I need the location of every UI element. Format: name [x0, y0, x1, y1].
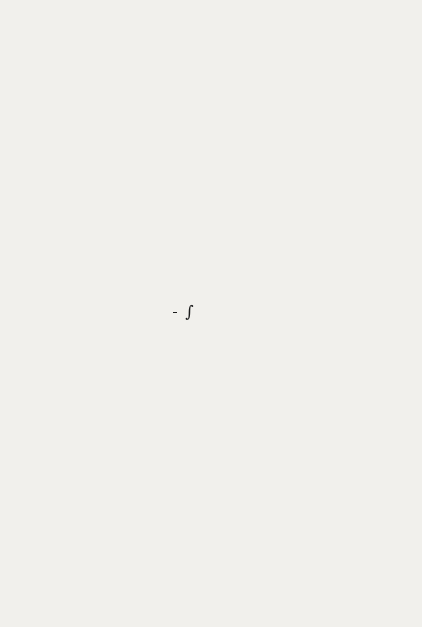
formula-fraction [173, 312, 177, 313]
formula [170, 302, 194, 321]
document-page [32, 38, 398, 618]
integral-symbol: ∫ [185, 302, 194, 321]
formula-frac-num [173, 312, 177, 313]
integral-sign [185, 302, 194, 321]
